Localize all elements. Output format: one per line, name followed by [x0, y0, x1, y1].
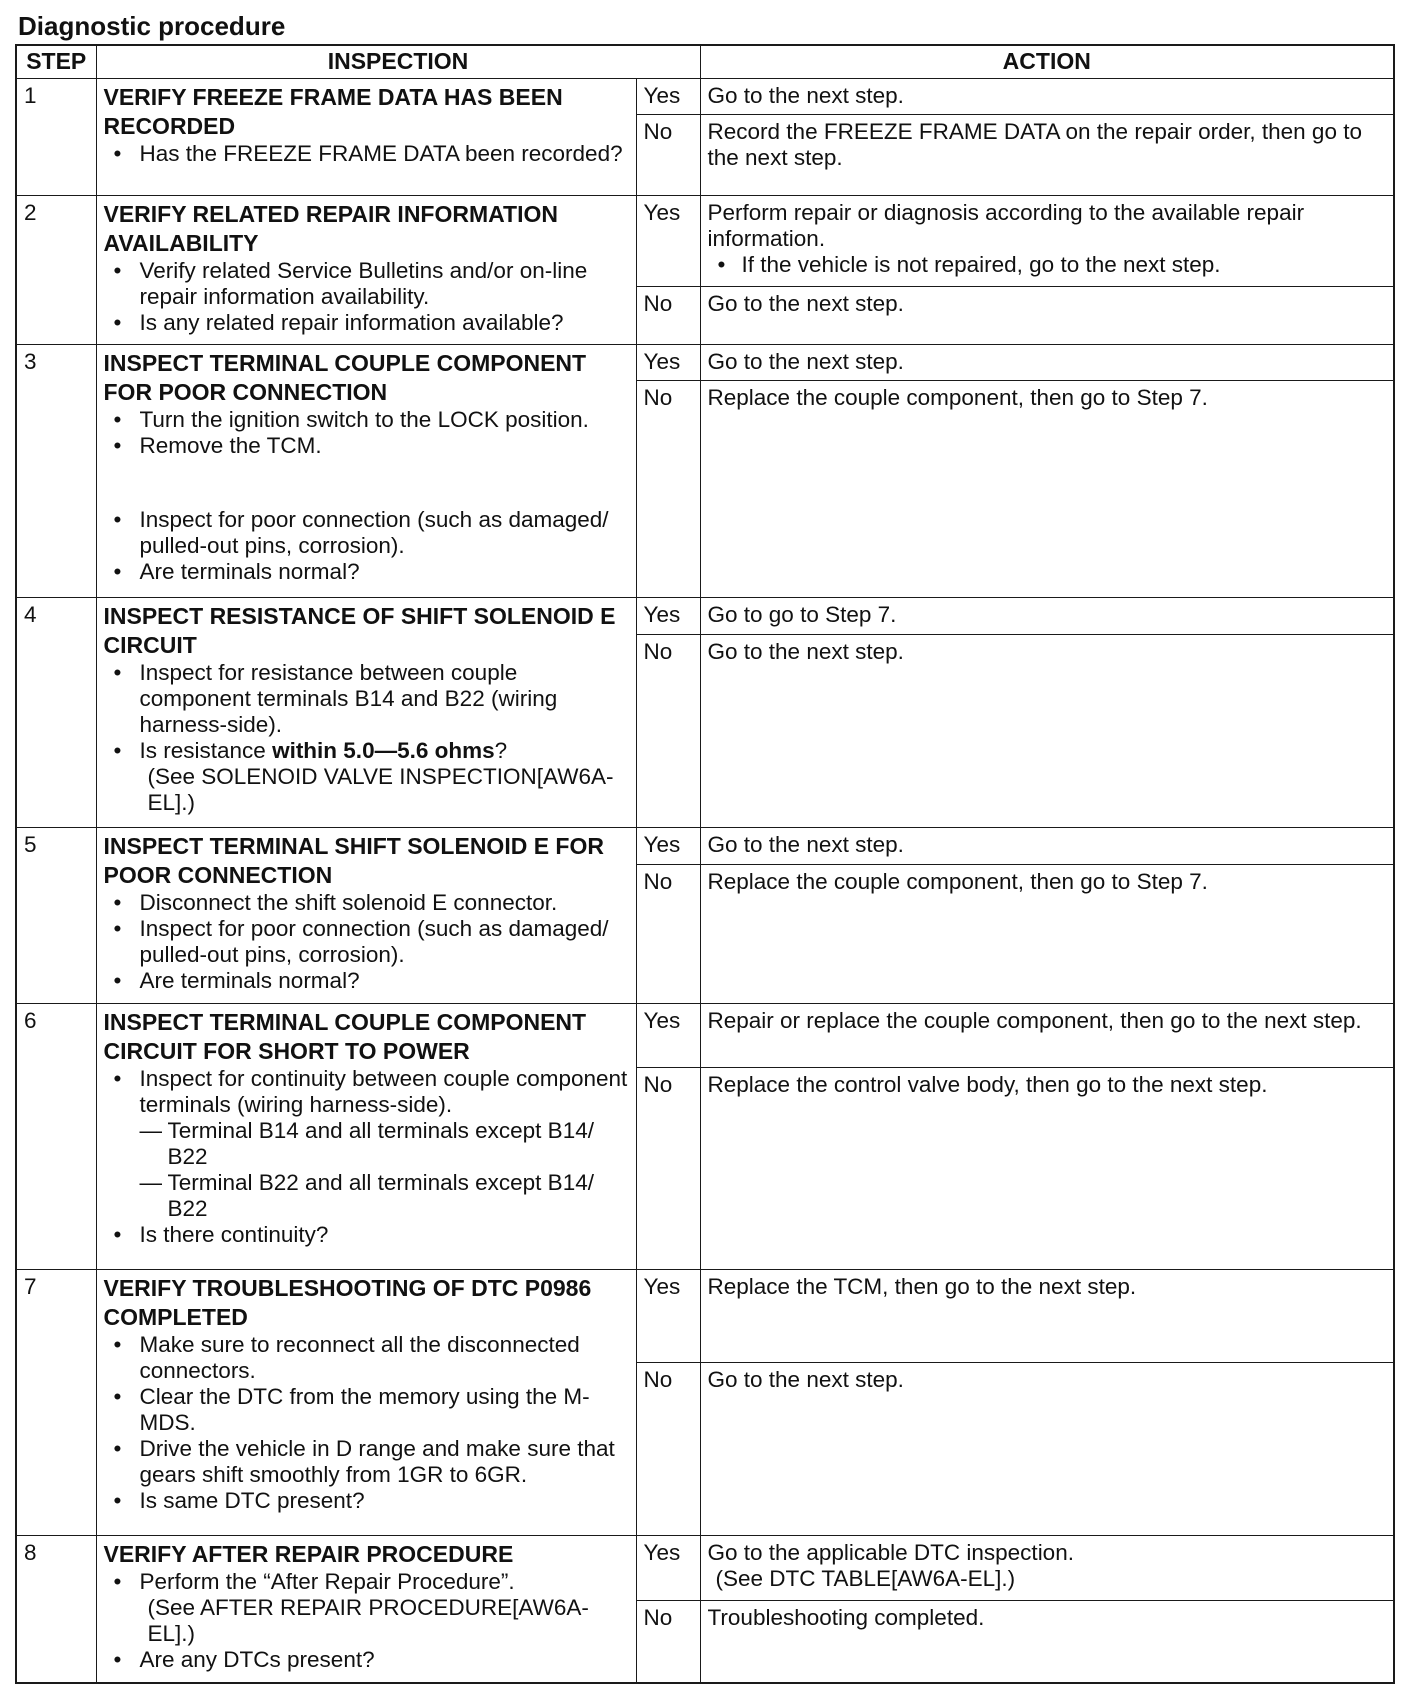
no-label: No — [636, 381, 700, 598]
step-number: 5 — [16, 827, 96, 1003]
reference-note: (See SOLENOID VALVE INSPECTION[AW6A-EL].) — [147, 763, 614, 815]
inspection-item: • Has the FREEZE FRAME DATA been recorded? — [104, 141, 629, 167]
inspection-title: INSPECT TERMINAL COUPLE COMPONENT CIRCUIT FOR SHORT TO POWER — [103, 1009, 587, 1065]
no-label: No — [636, 287, 700, 345]
item-text: Inspect for continuity between couple component terminals (wiring harness-side). — [139, 1066, 628, 1118]
step-8-yes-row — [16, 1536, 1394, 1600]
yes-action-cell — [700, 195, 1394, 287]
inspection-item — [104, 738, 629, 816]
yes-label: Yes — [636, 1004, 700, 1068]
yes-action-cell — [700, 1536, 1394, 1600]
inspection-item — [104, 1569, 629, 1647]
step-3-yes-row — [16, 345, 1394, 381]
yes-action: Replace the TCM, then go to the next step. — [700, 1270, 1394, 1363]
header-inspection: INSPECTION — [96, 45, 700, 79]
sub-item: — Terminal B14 and all terminals except B14/ B22 — [140, 1118, 629, 1170]
step-6-yes-row — [16, 1004, 1394, 1068]
no-label: No — [636, 1363, 700, 1536]
resistance-spec: within 5.0—5.6 ohms — [272, 737, 495, 763]
step-number: 3 — [16, 345, 96, 598]
no-action: Replace the control valve body, then go to the next step. — [700, 1068, 1394, 1270]
no-action: Go to the next step. — [700, 1363, 1394, 1536]
step-7-yes-row — [16, 1270, 1394, 1363]
yes-label: Yes — [636, 597, 700, 634]
no-label: No — [636, 1068, 700, 1270]
inspection-title: VERIFY AFTER REPAIR PROCEDURE — [103, 1541, 514, 1568]
no-label: No — [636, 115, 700, 195]
sub-item: — Terminal B22 and all terminals except B14/ B22 — [140, 1170, 629, 1222]
inspection-title: VERIFY RELATED REPAIR INFORMATION AVAILABILITY — [103, 200, 558, 256]
yes-label: Yes — [636, 79, 700, 115]
no-action: Record the FREEZE FRAME DATA on the repair order, then go to the next step. — [700, 115, 1394, 195]
yes-action: Go to the next step. — [700, 345, 1394, 381]
item-text: Perform the “After Repair Procedure”. — [139, 1569, 515, 1595]
step-5-yes-row — [16, 827, 1394, 864]
yes-label: Yes — [636, 1270, 700, 1363]
inspection-item: • Inspect for poor connection (such as damaged/ pulled-out pins, corrosion). — [104, 916, 629, 968]
step-number: 8 — [16, 1536, 96, 1683]
inspection-item: • Are terminals normal? — [104, 559, 629, 585]
step-number: 2 — [16, 195, 96, 345]
yes-action: Repair or replace the couple component, then go to the next step. — [700, 1004, 1394, 1068]
step-number: 7 — [16, 1270, 96, 1536]
no-label: No — [636, 864, 700, 1003]
step-number: 6 — [16, 1004, 96, 1270]
inspection-title: INSPECT TERMINAL COUPLE COMPONENT FOR POOR CONNECTION — [103, 350, 587, 406]
step-1-inspection — [96, 79, 636, 196]
step-7-inspection — [96, 1270, 636, 1536]
yes-label: Yes — [636, 195, 700, 287]
reference-note: (See AFTER REPAIR PROCEDURE[AW6A-EL].) — [147, 1595, 589, 1647]
step-3-inspection — [96, 345, 636, 598]
no-action: Replace the couple component, then go to Step 7. — [700, 381, 1394, 598]
inspection-item: • Disconnect the shift solenoid E connector. — [104, 890, 629, 916]
no-action: Go to the next step. — [700, 287, 1394, 345]
inspection-item: • Verify related Service Bulletins and/or on-line repair information availability. — [104, 258, 629, 310]
inspection-title: VERIFY TROUBLESHOOTING OF DTC P0986 COMPLETED — [103, 1275, 592, 1331]
item-text: ? — [494, 737, 508, 763]
yes-action: Go to go to Step 7. — [700, 597, 1394, 634]
item-text: Is resistance — [139, 737, 273, 763]
header-row — [16, 45, 1394, 79]
yes-action-bullet: • If the vehicle is not repaired, go to the next step. — [708, 252, 1387, 278]
yes-action: Go to the next step. — [700, 827, 1394, 864]
step-6-inspection — [96, 1004, 636, 1270]
yes-label: Yes — [636, 1536, 700, 1600]
inspection-title: INSPECT RESISTANCE OF SHIFT SOLENOID E CIRCUIT — [103, 602, 616, 658]
inspection-item: • Make sure to reconnect all the disconnected connectors. — [104, 1332, 629, 1384]
inspection-item: • Is there continuity? — [104, 1222, 629, 1248]
inspection-item: • Are terminals normal? — [104, 968, 629, 994]
reference-note: (See DTC TABLE[AW6A-EL].) — [715, 1566, 1016, 1592]
doc-title: Diagnostic procedure — [18, 11, 286, 41]
header-action: ACTION — [700, 45, 1394, 79]
inspection-item: • Is any related repair information available? — [104, 310, 629, 336]
no-action: Troubleshooting completed. — [700, 1600, 1394, 1683]
inspection-item: • Inspect for poor connection (such as damaged/ pulled-out pins, corrosion). — [104, 507, 629, 559]
no-label: No — [636, 1600, 700, 1683]
inspection-item — [104, 1066, 629, 1222]
step-4-inspection — [96, 597, 636, 827]
yes-action: Go to the applicable DTC inspection. — [707, 1540, 1074, 1566]
no-label: No — [636, 635, 700, 828]
step-number: 1 — [16, 79, 96, 196]
inspection-title: INSPECT TERMINAL SHIFT SOLENOID E FOR POOR CONNECTION — [103, 832, 604, 888]
step-5-inspection — [96, 827, 636, 1003]
header-step: STEP — [16, 45, 96, 79]
yes-label: Yes — [636, 345, 700, 381]
no-action: Replace the couple component, then go to Step 7. — [700, 864, 1394, 1003]
step-2-yes-row — [16, 195, 1394, 287]
inspection-item: • Inspect for resistance between couple component terminals B14 and B22 (wiring harness-side). — [104, 660, 629, 738]
yes-label: Yes — [636, 827, 700, 864]
yes-action: Perform repair or diagnosis according to the available repair information. — [707, 199, 1305, 251]
step-number: 4 — [16, 597, 96, 827]
inspection-item: • Is same DTC present? — [104, 1488, 629, 1514]
inspection-item: • Drive the vehicle in D range and make sure that gears shift smoothly from 1GR to 6GR. — [104, 1436, 629, 1488]
yes-action: Go to the next step. — [700, 79, 1394, 115]
no-action: Go to the next step. — [700, 635, 1394, 828]
step-8-inspection — [96, 1536, 636, 1683]
inspection-item: • Remove the TCM. — [104, 433, 629, 459]
step-1-yes-row — [16, 79, 1394, 115]
inspection-item: • Turn the ignition switch to the LOCK position. — [104, 407, 629, 433]
inspection-item: • Clear the DTC from the memory using the M-MDS. — [104, 1384, 629, 1436]
diagnostic-table — [15, 44, 1395, 1684]
inspection-title: VERIFY FREEZE FRAME DATA HAS BEEN RECORDED — [103, 84, 563, 139]
step-4-yes-row — [16, 597, 1394, 634]
inspection-item: • Are any DTCs present? — [104, 1647, 629, 1673]
step-2-inspection — [96, 195, 636, 345]
